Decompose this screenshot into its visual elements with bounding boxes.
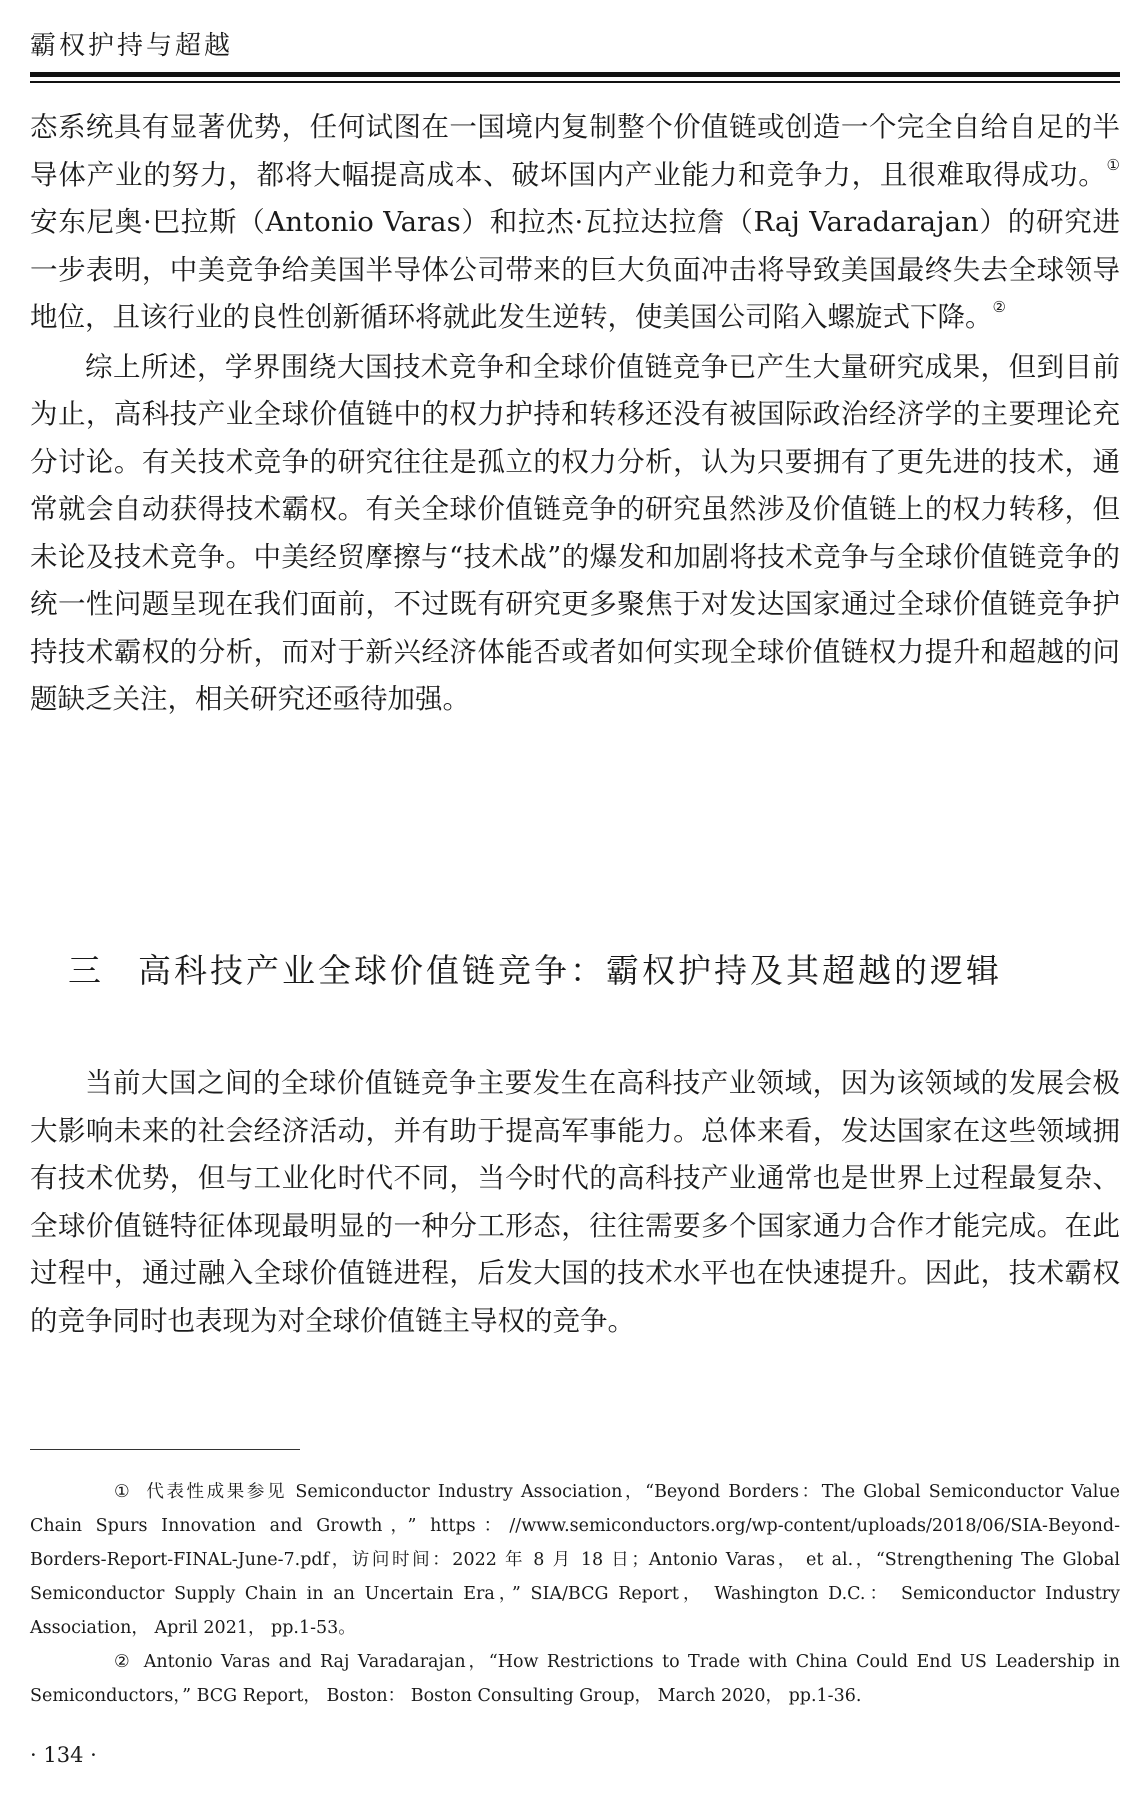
section-heading (30, 946, 1120, 996)
section-title: 高科技产业全球价值链竞争：霸权护持及其超越的逻辑 (138, 951, 1002, 990)
footnote-2 (30, 1645, 1120, 1713)
header-rule-thick (30, 72, 1120, 77)
paragraph-text: 态系统具有显著优势，任何试图在一国境内复制整个价值链或创造一个完全自给自足的半导体产业的努力，都将大幅提高成本、破坏国内产业能力和竞争力，且很难取得成功。 (30, 111, 1120, 191)
paragraph-text: 安东尼奥·巴拉斯（Antonio Varas）和拉杰·瓦拉达拉詹（Raj Varadarajan）的研究进一步表明，中美竞争给美国半导体公司带来的巨大负面冲击将导致美国最终失去全球领导地位，且该行业的良性创新循环将就此发生逆转，使美国公司陷入螺旋式下降。 (30, 206, 1120, 333)
footnote-text: Antonio Varas and Raj Varadarajan，“How Restrictions to Trade with China Could End US Leadership in Semiconductors，” BCG Report， Boston： Boston Consulting Group， March 2020， pp.1-36. (30, 1652, 1120, 1706)
main-text (30, 104, 1120, 724)
section-number: 三 (68, 951, 104, 990)
paragraph-summary: 综上所述，学界围绕大国技术竞争和全球价值链竞争已产生大量研究成果，但到目前为止，高科技产业全球价值链中的权力护持和转移还没有被国际政治经济学的主要理论充分讨论。有关技术竞争的研究往往是孤立的权力分析，认为只要拥有了更先进的技术，通常就会自动获得技术霸权。有关全球价值链竞争的研究虽然涉及价值链上的权力转移，但未论及技术竞争。中美经贸摩擦与“技术战”的爆发和加剧将技术竞争与全球价值链竞争的统一性问题呈现在我们面前，不过既有研究更多聚焦于对发达国家通过全球价值链竞争护持技术霸权的分析，而对于新兴经济体能否或者如何实现全球价值链权力提升和超越的问题缺乏关注，相关研究还亟待加强。 (30, 350, 1120, 715)
footnote-text: 代表性成果参见 Semiconductor Industry Association，“Beyond Borders：The Global Semiconductor Value Chain Spurs Innovation and Growth，” https：//www.semiconductors.org/wp-content/uploads/2018/06/SIA-Beyond-Borders-Report-FINAL-June-7.pdf，访问时间：2022 年 8 月 18 日；Antonio Varas， et al.，“Strengthening The Global Semiconductor Supply Chain in an Uncertain Era，” SIA/BCG Report， Washington D.C.： Semiconductor Industry Association， April 2021， pp.1-53。 (30, 1482, 1120, 1638)
page-number: · 134 · (30, 1743, 97, 1767)
footnotes (30, 1475, 1120, 1713)
footnote-mark: ① (114, 1482, 130, 1502)
footnote-1 (30, 1475, 1120, 1645)
running-header-title: 霸权护持与超越 (30, 31, 234, 61)
section-text (30, 1060, 1120, 1345)
footnote-ref-2[interactable]: ② (992, 298, 1006, 316)
paragraph-continued (30, 104, 1120, 342)
footnote-ref-1[interactable]: ① (1106, 155, 1120, 174)
header-rule-thin (30, 81, 1120, 83)
footnote-mark: ② (114, 1652, 130, 1672)
footnote-separator (30, 1449, 300, 1450)
paragraph-section-1: 当前大国之间的全球价值链竞争主要发生在高科技产业领域，因为该领域的发展会极大影响未来的社会经济活动，并有助于提高军事能力。总体来看，发达国家在这些领域拥有技术优势，但与工业化时代不同，当今时代的高科技产业通常也是世界上过程最复杂、全球价值链特征体现最明显的一种分工形态，往往需要多个国家通力合作才能完成。在此过程中，通过融入全球价值链进程，后发大国的技术水平也在快速提升。因此，技术霸权的竞争同时也表现为对全球价值链主导权的竞争。 (30, 1067, 1120, 1337)
